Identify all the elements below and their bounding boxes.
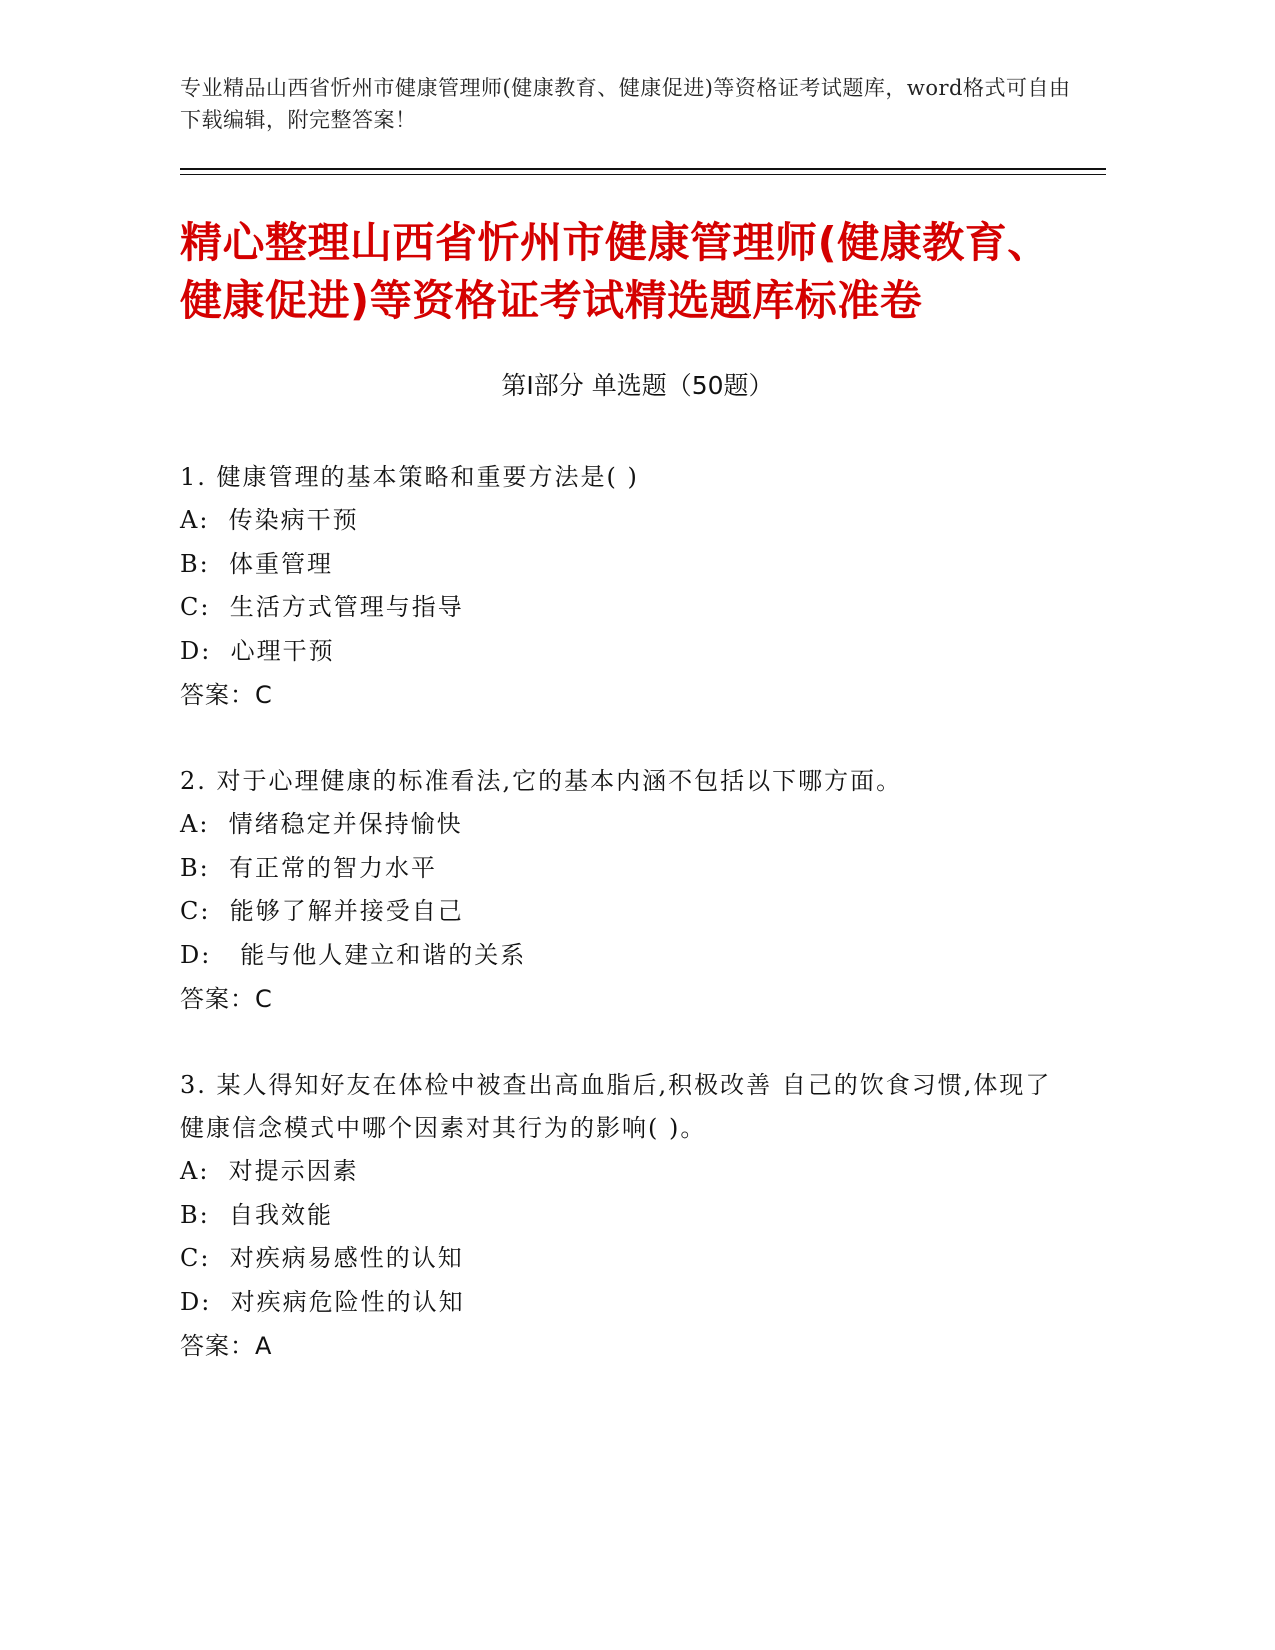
question-block (180, 456, 1060, 717)
option-a: A: 传染病干预 (180, 506, 359, 534)
question-block (180, 1064, 1060, 1368)
section-title: 第Ⅰ部分 单选题（50题） (501, 371, 774, 400)
option-a: A: 对提示因素 (180, 1157, 359, 1185)
option-d: D: 对疾病危险性的认知 (180, 1287, 465, 1316)
answer-line: 答案：A (180, 1332, 273, 1360)
question-block (180, 760, 1060, 1021)
question-stem: 1. 健康管理的基本策略和重要方法是( ) (180, 463, 639, 491)
option-b: B: 体重管理 (180, 549, 333, 578)
option-d: D: 心理干预 (180, 636, 335, 665)
question-stem: 3. 某人得知好友在体检中被查出高血脂后,积极改善 自己的饮食习惯,体现了健康信念模式中哪个因素对其行为的影响( )。 (180, 1071, 1052, 1142)
option-c: C: 对疾病易感性的认知 (180, 1244, 464, 1272)
option-b: B: 有正常的智力水平 (180, 853, 437, 882)
option-b: B: 自我效能 (180, 1200, 333, 1229)
answer-line: 答案：C (180, 985, 273, 1013)
option-a: A: 情绪稳定并保持愉快 (180, 810, 463, 838)
header-rule-thick (180, 168, 1106, 170)
option-d: D: 能与他人建立和谐的关系 (180, 940, 527, 969)
header-rule-thin (180, 174, 1106, 175)
option-c: C: 生活方式管理与指导 (180, 593, 464, 621)
header-note: 专业精品山西省忻州市健康管理师(健康教育、健康促进)等资格证考试题库，word格式可自由下载编辑，附完整答案！ (180, 76, 1071, 132)
answer-line: 答案：C (180, 681, 273, 709)
document-title: 精心整理山西省忻州市健康管理师(健康教育、健康促进)等资格证考试精选题库标准卷 (180, 218, 1050, 325)
question-stem: 2. 对于心理健康的标准看法,它的基本内涵不包括以下哪方面。 (180, 767, 903, 795)
option-c: C: 能够了解并接受自己 (180, 897, 464, 925)
